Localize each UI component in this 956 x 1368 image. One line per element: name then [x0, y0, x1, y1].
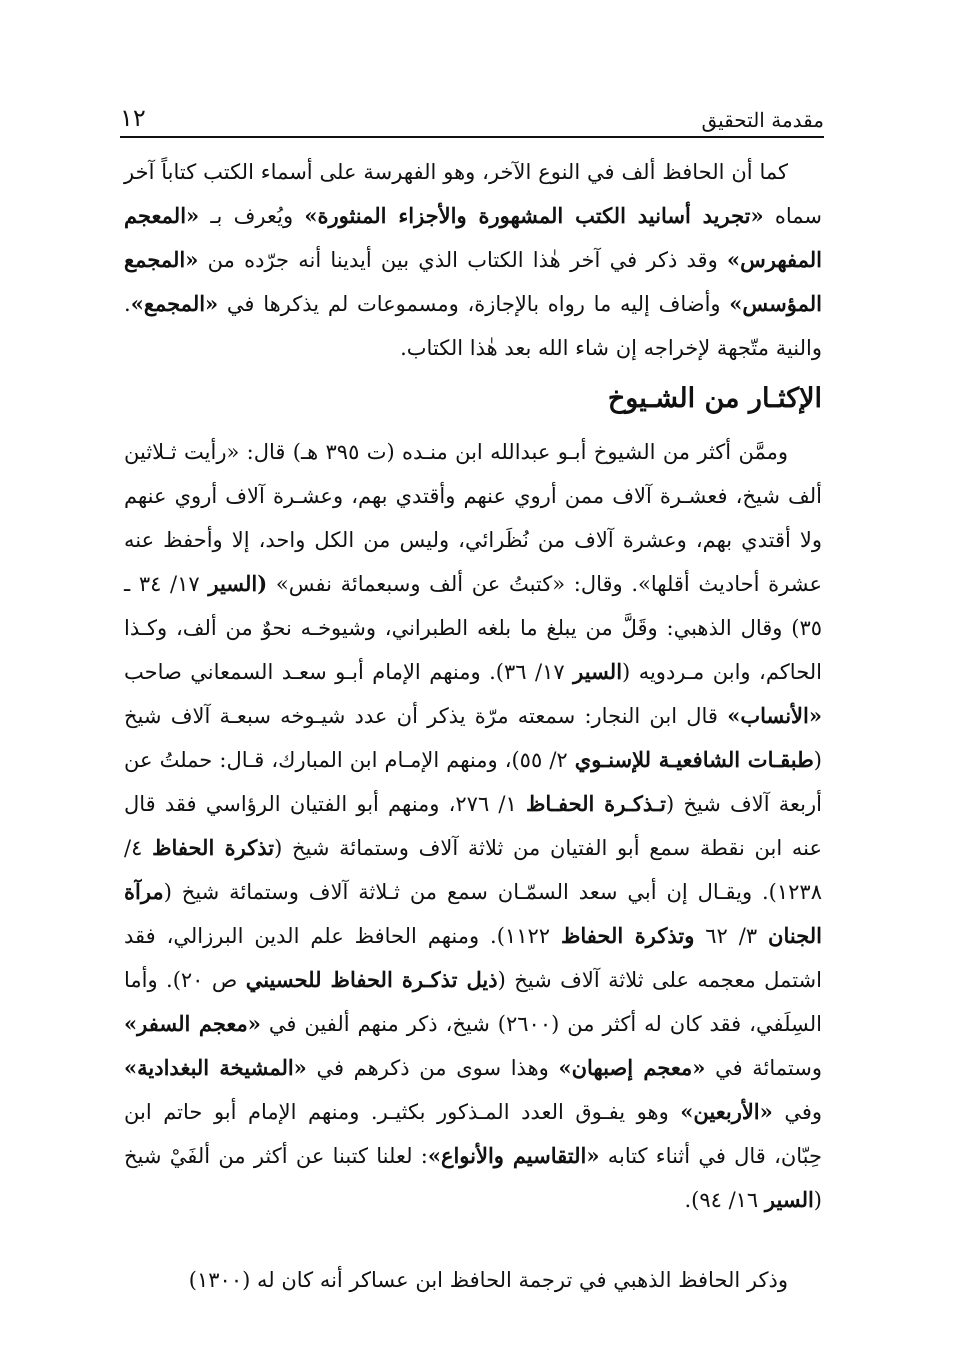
bold-citation: «معجم إصبهان» [558, 1055, 706, 1080]
section-heading: الإكثـار من الشـيوخ [607, 383, 822, 414]
running-title: مقدمة التحقيق [701, 108, 824, 132]
header-rule [120, 136, 824, 138]
text-run: ١١٢٢). ومنهم الحافظ علم الدين البرزالي، فقد اشتمل معجمه على ثلاثة آلاف شيخ ( [124, 924, 822, 992]
text-run: : لعلنا كتبنا عن أكثر من ألفَيْ شيخ ( [124, 1144, 822, 1212]
bold-citation: تـذكـرة الحفـاظ [525, 791, 666, 816]
text-run: ٤/ ١٢٣٨). ويقـال إن أبي سعد السمّـان سمع من ثـلاثة آلاف وستمائة شيخ ( [124, 836, 822, 904]
text-run: ١٦/ ٩٤). [684, 1188, 765, 1212]
bold-citation: مرآة الجنان [124, 879, 822, 948]
bold-citation: «معجم السفر» [124, 1011, 261, 1036]
text-run: وهو يفـوق العدد المـذكور بكثيـر. ومنهم الإمام أبو حاتم ابن حِبّان، قال في أثناء كتابه [124, 1100, 823, 1168]
bold-citation: طبقـات الشافعيـة للإسنـوي [574, 747, 814, 772]
bold-citation: «الأنساب» [727, 703, 822, 728]
bold-citation: «المعجم المفهرس» [124, 203, 822, 272]
bold-citation: «الأربعين» [680, 1099, 773, 1124]
body-text [124, 150, 822, 1302]
page-header [120, 92, 824, 132]
text-run: وقد ذكر في آخر هٰذا الكتاب الذي بين أيدينا أنه جرّده من [198, 248, 727, 272]
text-run: وذكر الحافظ الذهبي في ترجمة الحافظ ابن عساكر أنه كان له (١٣٠٠) [188, 1268, 788, 1292]
paragraph [124, 430, 822, 1222]
text-run: ١٧/ ٣٦). ومنهم الإمام أبـو سعـد السمعاني صاحب [124, 660, 574, 684]
bold-citation: «المجمع» [130, 291, 219, 316]
text-run: ويُعرف بـ [199, 204, 305, 228]
text-run: ٢/ ٥٥)، ومنهم الإمـام ابن المبارك، قـال: حملتُ عن أربعة آلاف شيخ ( [124, 748, 822, 816]
text-run: وهذا سوى من ذكرهم في [306, 1056, 559, 1080]
text-run: قال ابن النجار: سمعته مرّة يذكر أن عدد شيـوخه سبعـة آلاف شيخ ( [124, 704, 822, 772]
text-run: وممَّن أكثر من الشيوخ أبـو عبدالله ابن منـده (ت ٣٩٥ هـ) قال: «رأيت ثـلاثين ألف شيخ، فعشـرة آلاف ممن أروي عنهم وأقتدي بهم، وعشـرة آلاف أروي عنهم ولا أقتدي بهم، وعشرة آلاف من نُظَرائي، وليس من الكل واحد، إلا وأحفظ عنه عشرة أحاديث أقلها». وقال: «كتبتُ عن ألف وسبعمائة نفس» [124, 440, 822, 596]
bold-citation: وتذكرة الحفاظ [560, 923, 695, 948]
bold-citation: «تجريد أسانيد الكتب المشهورة والأجزاء المنثورة» [304, 203, 764, 228]
bold-citation: «المجمع المؤسس» [124, 247, 822, 316]
bold-citation: تذكرة الحفاظ [152, 835, 275, 860]
bold-citation: «المشيخة البغدادية» [124, 1055, 307, 1080]
paragraph [124, 150, 822, 370]
text-run: وستمائة في [705, 1056, 822, 1080]
text-run: ٣/ ٦٢ [694, 924, 769, 948]
bold-citation: «التقاسيم والأنواع» [427, 1143, 600, 1168]
text-run: وأضاف إليه ما رواه بالإجازة، ومسموعات لم يذكرها في [218, 292, 730, 316]
bold-citation: السير [573, 659, 623, 684]
bold-citation: ذيل تذكـرة الحفاظ للحسيني [245, 967, 498, 992]
bold-citation: السير [764, 1187, 814, 1212]
paragraph [124, 1258, 822, 1302]
text-run: . والنية متّجهة لإخراجه إن شاء الله بعد هٰذا الكتاب. [124, 292, 822, 360]
text-run: وفي [772, 1100, 823, 1124]
text-run: كما أن الحافظ ألف في النوع الآخر، وهو الفهرسة على أسماء الكتب كتاباً آخر سماه [124, 160, 823, 228]
page-number: ١٢ [120, 104, 146, 132]
bold-citation: (السير [208, 571, 268, 596]
text-run: ١/ ٢٧٦، ومنهم أبو الفتيان الرؤاسي فقد قال عنه ابن نقطة سمع أبو الفتيان من ثلاثة آلاف وستمائة شيخ ( [124, 792, 822, 860]
text-run: ١٧/ ٣٤ ـ ٣٥) وقال الذهبي: وقَلَّ من يبلغ ما بلغه الطبراني، وشيوخـه نحوٌ من ألف، وكـذا الحاكم، وابن مـردويه ( [124, 572, 822, 684]
text-run: ص ٢٠). وأما السِلَفي، فقد كان له أكثر من (٢٦٠٠) شيخ، ذكر منهم ألفين في [124, 968, 822, 1036]
